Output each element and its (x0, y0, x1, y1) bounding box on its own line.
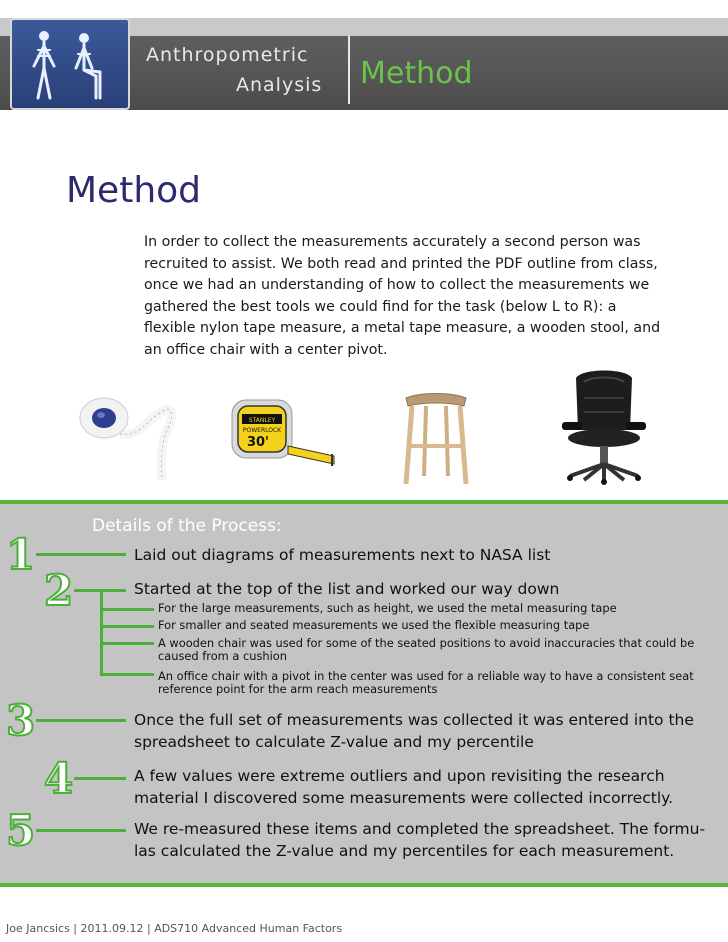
svg-text:30': 30' (246, 435, 270, 450)
header-divider (348, 36, 350, 104)
step-number-1: 1 (6, 530, 36, 579)
flexible-tape-measure-image (70, 388, 190, 488)
sub-item-wooden-chair: A wooden chair was used for some of the seated positions to avoid inaccuracies that could be caused from a cushion (158, 636, 695, 663)
step-text-1: Laid out diagrams of measurements next to NASA list (134, 546, 551, 564)
footer-credit: Joe Jancsics | 2011.09.12 | ADS710 Advanced Human Factors (6, 922, 343, 935)
step-connector-5 (36, 829, 126, 832)
office-chair-image (552, 368, 656, 486)
sub-connector-d (100, 673, 154, 676)
sub-connector-c (100, 642, 154, 645)
step-connector-1 (36, 553, 126, 556)
logo (10, 18, 130, 110)
step-text-5: We re-measured these items and completed the spreadsheet. The formu-las calculated the Z-value and my percentiles for each measurement. (134, 820, 706, 860)
svg-text:POWERLOCK: POWERLOCK (242, 427, 282, 434)
header-title-line-2: Analysis (236, 74, 323, 96)
step-number-5: 5 (6, 806, 36, 855)
step-number-2: 2 (44, 566, 74, 615)
process-heading: Details of the Process: (92, 516, 282, 536)
page-title: Method (66, 170, 202, 211)
sub-connector-a (100, 608, 154, 611)
step-number-3: 3 (6, 696, 36, 745)
svg-text:STANLEY: STANLEY (248, 417, 276, 424)
sub-item-metal-tape: For the large measurements, such as height, we used the metal measuring tape (158, 601, 617, 615)
step-connector-3 (36, 719, 126, 722)
skeleton-figures-icon (22, 28, 122, 104)
step-text-3: Once the full set of measurements was collected it was entered into the spreadsheet to calculate Z-value and my percentile (134, 711, 694, 751)
intro-paragraph: In order to collect the measurements accurately a second person was recruited to assist. We both read and printed the PDF outline from class, once we had an understanding of how to collect the measurements we gathered the best tools we could find for the task (below L to R): a flexible nylon tape measure, a metal tape measure, a wooden stool, and an office chair with a center pivot. (144, 234, 661, 358)
step-number-4: 4 (44, 754, 74, 803)
step-connector-4 (74, 777, 126, 780)
step-text-2: Started at the top of the list and worked our way down (134, 580, 560, 598)
header-title-line-1: Anthropometric (146, 44, 309, 66)
sub-connector-b (100, 625, 154, 628)
sub-item-office-chair: An office chair with a pivot in the center was used for a reliable way to have a consistent seat reference point for the arm reach measurements (158, 669, 694, 696)
sub-connector-trunk (100, 589, 103, 674)
step-text-4: A few values were extreme outliers and upon revisiting the research material I discovered some measurements were collected incorrectly. (134, 767, 674, 807)
header-top-strip (0, 0, 728, 18)
wooden-stool-image (402, 388, 470, 488)
metal-tape-measure-image (228, 394, 340, 470)
sub-item-flexible-tape: For smaller and seated measurements we used the flexible measuring tape (158, 618, 590, 632)
header-section-label: Method (360, 56, 473, 91)
